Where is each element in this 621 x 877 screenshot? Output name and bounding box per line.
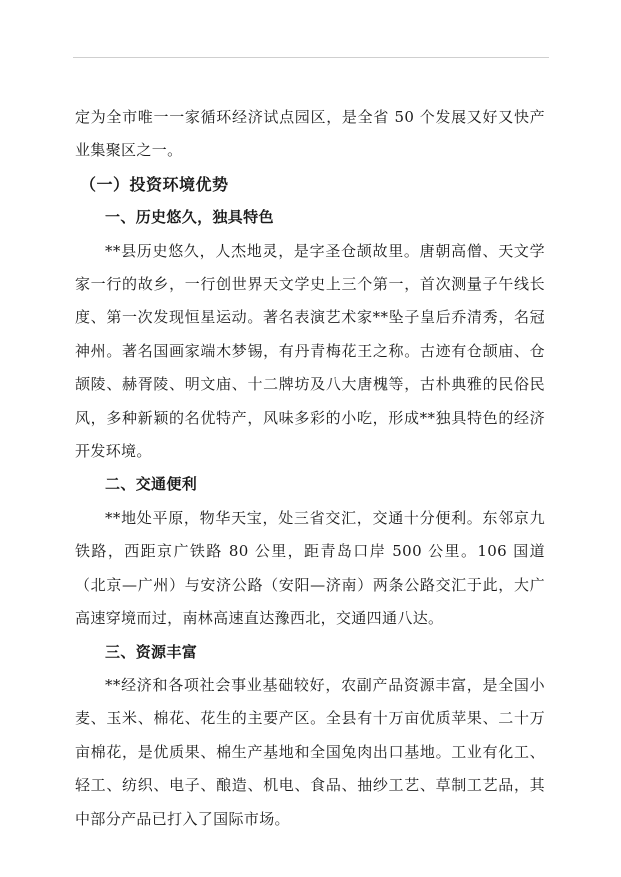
subsection-body-resources: **经济和各项社会事业基础较好，农副产品资源丰富，是全国小麦、玉米、棉花、花生的主要产区。全县有十万亩优质苹果、二十万亩棉花，是优质果、棉生产基地和全国兔肉出口基地。工业有化工、轻工、纺织、电子、酿造、机电、食品、抽纱工艺、草制工艺品，其中部分产品已打入了国际市场。 (75, 675, 545, 828)
subsection-body-transport: **地处平原，物华天宝，处三省交汇，交通十分便利。东邻京九铁路，西距京广铁路 80 公里，距青岛口岸 500 公里。106 国道（北京—广州）与安济公路（安阳—济南）两条公路交汇于此，大广高速穿境而过，南林高速直达豫西北，交通四通八达。 (75, 508, 545, 628)
subsection-body-history: **县历史悠久，人杰地灵，是字圣仓颉故里。唐朝高僧、天文学家一行的故乡，一行创世界天文学史上三个第一，首次测量子午线长度、第一次发现恒星运动。著名表演艺术家**坠子皇后乔清秀，名冠神州。著名国画家端木梦锡，有丹青梅花王之称。古迹有仓颉庙、仓颉陵、赫胥陵、明文庙、十二牌坊及八大唐槐等，古朴典雅的民俗民风，多种新颖的名优特产，风味多彩的小吃，形成**独具特色的经济开发环境。 (75, 241, 545, 461)
subsection-title-resources: 三、资源丰富 (105, 642, 198, 661)
subsection-title-transport: 二、交通便利 (105, 475, 198, 494)
section-heading: （一）投资环境优势 (80, 174, 229, 194)
intro-paragraph: 定为全市唯一一家循环经济试点园区，是全省 50 个发展又好又快产业集聚区之一。 (75, 108, 545, 160)
subsection-title-history: 一、历史悠久，独具特色 (105, 208, 274, 227)
document-body (75, 101, 545, 836)
header-rule (73, 57, 549, 58)
